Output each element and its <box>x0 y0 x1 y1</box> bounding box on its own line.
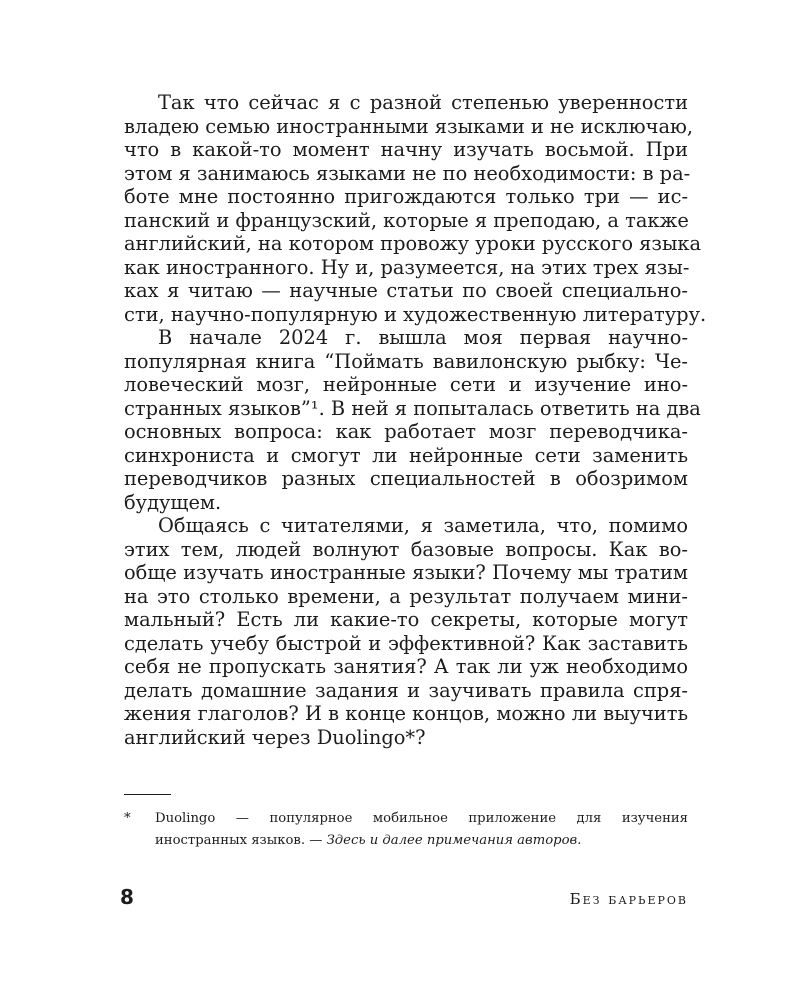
text-line: панский и французский, которые я преподаю, а также <box>124 208 689 232</box>
text-line: жения глаголов? И в конце концов, можно ли выучить <box>124 702 688 725</box>
text-line: что в какой-то момент начну изучать восьмой. При <box>124 138 688 161</box>
text-line: этих тем, людей волнуют базовые вопросы. Как во- <box>124 537 688 561</box>
text-line: Общаясь с читателями, я заметила, что, помимо <box>158 514 688 537</box>
text-line: основных вопроса: как работает мозг переводчика- <box>124 420 688 443</box>
text-line: английский через Duolingo*? <box>124 725 426 749</box>
footnote-text <box>155 830 688 852</box>
text-line: сти, научно-популярную и художественную литературу. <box>124 302 707 326</box>
footnote-text: Duolingo — популярное мобильное приложение для изучения <box>155 811 688 826</box>
footnote-mark: * <box>124 811 131 826</box>
text-line: сделать учебу быстрой и эффективной? Как заставить <box>124 631 688 655</box>
text-line: обще изучать иностранные языки? Почему мы тратим <box>124 561 688 584</box>
text-line: будущем. <box>124 490 222 514</box>
text-line: популярная книга “Поймать вавилонскую рыбку: Че- <box>124 349 688 373</box>
footnote-text-italic: Здесь и далее примечания авторов. <box>326 833 582 848</box>
running-head: Без барьеров <box>569 890 688 908</box>
text-line: ках я читаю — научные статьи по своей специально- <box>124 279 688 302</box>
text-line: боте мне постоянно пригождаются только три — ис- <box>124 185 688 208</box>
text-line: Так что сейчас я с разной степенью уверенности <box>158 91 688 114</box>
text-line: на это столько времени, а результат получаем мини- <box>124 584 688 608</box>
text-line: В начале 2024 г. вышла моя первая научно- <box>158 326 688 349</box>
text-line: английский, на котором провожу уроки русского языка <box>124 232 702 255</box>
text-line: себя не пропускать занятия? А так ли уж необходимо <box>124 655 688 678</box>
text-line: мальный? Есть ли какие-то секреты, которые могут <box>124 608 688 631</box>
page-number: 8 <box>120 885 134 909</box>
text-line: переводчиков разных специальностей в обозримом <box>124 467 688 490</box>
text-line: владею семью иностранными языками и не исключаю, <box>124 114 694 138</box>
text-line: этом я занимаюсь языками не по необходимости: в ра- <box>124 161 691 185</box>
text-line: делать домашние задания и заучивать правила спря- <box>124 678 688 702</box>
text-line: странных языков”¹. В ней я попыталась ответить на два <box>124 396 701 420</box>
footnote-rule <box>124 794 171 795</box>
text-line: синхрониста и смогут ли нейронные сети заменить <box>124 443 688 467</box>
footnote-text-plain: иностранных языков. — <box>155 833 327 848</box>
text-line: как иностранного. Ну и, разумеется, на этих трех язы- <box>124 255 690 279</box>
text-line: ловеческий мозг, нейронные сети и изучение ино- <box>124 373 688 396</box>
